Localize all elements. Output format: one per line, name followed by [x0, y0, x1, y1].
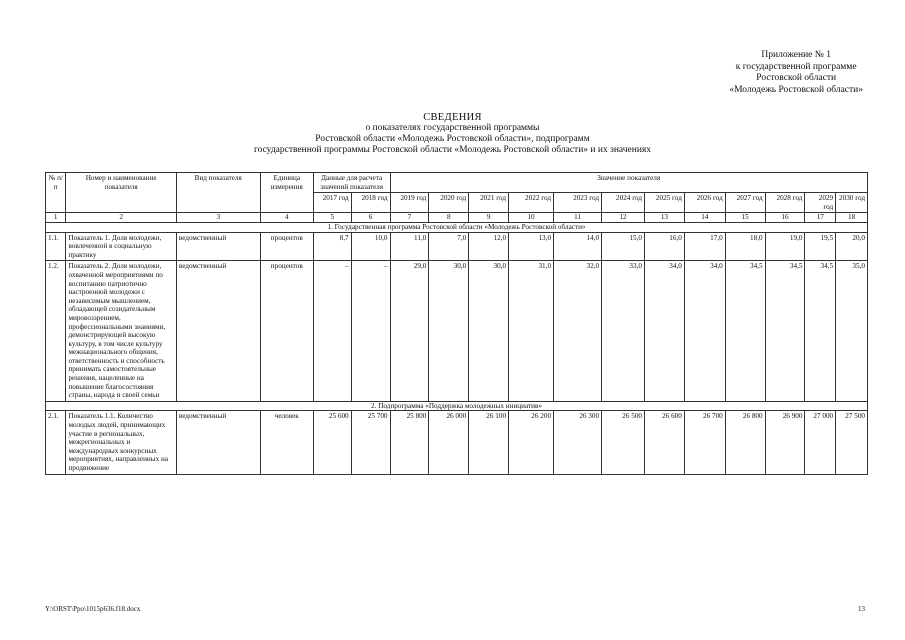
column-number: 18 [836, 213, 868, 223]
indicator-value: 26 800 [725, 411, 765, 474]
column-number: 15 [725, 213, 765, 223]
indicator-value: 26 000 [429, 411, 469, 474]
indicator-value: 26 700 [684, 411, 725, 474]
indicator-row [46, 261, 868, 402]
indicator-value: 17,0 [684, 232, 725, 261]
column-number: 5 [313, 213, 351, 223]
indicator-value: 26 300 [554, 411, 602, 474]
appendix-line: «Молодежь Ростовской области» [729, 84, 863, 95]
header-row [46, 173, 868, 193]
year-header: 2023 год [554, 193, 602, 213]
indicator-value: 20,0 [836, 232, 868, 261]
appendix-line: к государственной программе [735, 61, 857, 72]
indicator-value: 14,0 [554, 232, 602, 261]
indicator-name: Показатель 1. Доля молодежи, вовлеченной в социальную практику [66, 232, 176, 261]
indicator-value: 27 500 [836, 411, 868, 474]
header-kind: Вид показателя [176, 173, 260, 213]
heading-line: о показателях государственной программы [365, 123, 540, 133]
column-number: 3 [176, 213, 260, 223]
indicator-name: Показатель 1.1. Количество молодых людей, принимающих участие в региональных, межрегиональных и международных конкурсных мероприятиях, направленных на продвижение [66, 411, 176, 474]
column-number: 13 [645, 213, 685, 223]
column-number: 2 [66, 213, 176, 223]
indicator-value: 26 500 [602, 411, 645, 474]
column-number: 10 [509, 213, 554, 223]
indicator-value: 25 700 [351, 411, 390, 474]
indicator-value: 10,0 [351, 232, 390, 261]
year-header: 2024 год [602, 193, 645, 213]
indicator-value: 15,0 [602, 232, 645, 261]
year-header: 2017 год [313, 193, 351, 213]
document-title: СВЕДЕНИЯ [423, 112, 482, 123]
document-heading [0, 112, 905, 156]
year-header: 2025 год [645, 193, 685, 213]
column-number: 11 [554, 213, 602, 223]
header-unit: Единица измерения [260, 173, 313, 213]
indicator-value: 34,5 [805, 261, 836, 402]
indicator-kind: ведомственный [176, 411, 260, 474]
year-header: 2020 год [429, 193, 469, 213]
column-number: 9 [469, 213, 509, 223]
section-row [46, 222, 868, 232]
indicator-value: 30,0 [429, 261, 469, 402]
section-row [46, 401, 868, 411]
indicator-value: 19,5 [805, 232, 836, 261]
column-number-row [46, 213, 868, 223]
indicator-value: 26 200 [509, 411, 554, 474]
row-number: 1.1. [46, 232, 66, 261]
header-name: Номер и наименование показателя [66, 173, 176, 213]
column-number: 16 [765, 213, 805, 223]
year-header: 2027 год [725, 193, 765, 213]
indicator-row [46, 411, 868, 474]
indicator-value: 13,0 [509, 232, 554, 261]
year-header: 2022 год [509, 193, 554, 213]
section-title: 2. Подпрограмма «Поддержка молодежных инициатив» [46, 401, 868, 411]
header-base: Данные для расчета значений показателя [313, 173, 390, 193]
indicator-value: 26 900 [765, 411, 805, 474]
section-title: 1. Государственная программа Ростовской области «Молодежь Ростовской области» [46, 222, 868, 232]
column-number: 7 [390, 213, 429, 223]
indicators-table [45, 172, 868, 475]
column-number: 1 [46, 213, 66, 223]
indicator-value: 29,0 [390, 261, 429, 402]
indicator-row [46, 232, 868, 261]
year-header: 2019 год [390, 193, 429, 213]
indicator-value: 34,5 [725, 261, 765, 402]
column-number: 12 [602, 213, 645, 223]
appendix-line: Приложение № 1 [761, 50, 831, 60]
indicator-unit: процентов [260, 261, 313, 402]
indicator-value: 12,0 [469, 232, 509, 261]
header-values: Значение показателя [390, 173, 868, 193]
indicator-name: Показатель 2. Доля молодежи, охваченной мероприятиями по воспитанию патриотично настроенной молодежи с независимым мышлением, обладающей созидательным мировоззрением, профессиональными знаниями, демонстрирующей высокую культуру, в том числе культуру межнационального общения, ответственность и способность принимать самостоятельные решения, нацеленные на повышение благосостояния страны, народа и своей семьи [66, 261, 176, 402]
indicator-value: 30,0 [469, 261, 509, 402]
indicator-value: 31,0 [509, 261, 554, 402]
column-number: 17 [805, 213, 836, 223]
header-num: № п/п [46, 173, 66, 213]
appendix-line: Ростовской области [756, 73, 837, 83]
indicator-value: 7,0 [429, 232, 469, 261]
indicator-value: 16,0 [645, 232, 685, 261]
heading-line: государственной программы Ростовской области «Молодежь Ростовской области» и их значениях [253, 145, 652, 155]
column-number: 4 [260, 213, 313, 223]
column-number: 6 [351, 213, 390, 223]
footer-file-path: Y:\ORST\Ppo\1015p636.f18.docx [45, 605, 141, 613]
indicator-value: 34,0 [645, 261, 685, 402]
indicator-kind: ведомственный [176, 232, 260, 261]
indicator-value: 35,0 [836, 261, 868, 402]
indicator-value: 25 800 [390, 411, 429, 474]
indicator-kind: ведомственный [176, 261, 260, 402]
year-header: 2026 год [684, 193, 725, 213]
column-number: 8 [429, 213, 469, 223]
column-number: 14 [684, 213, 725, 223]
indicator-unit: процентов [260, 232, 313, 261]
indicator-value: 32,0 [554, 261, 602, 402]
year-header: 2021 год [469, 193, 509, 213]
heading-line: Ростовской области «Молодежь Ростовской области», подпрограмм [315, 134, 590, 144]
indicator-value: 27 000 [805, 411, 836, 474]
indicator-value: 26 600 [645, 411, 685, 474]
year-header: 2030 год [836, 193, 868, 213]
year-header: 2028 год [765, 193, 805, 213]
indicator-value: 34,0 [684, 261, 725, 402]
indicator-unit: человек [260, 411, 313, 474]
year-header: 2029 год [805, 193, 836, 213]
indicator-value: 34,5 [765, 261, 805, 402]
indicator-value: 25 600 [313, 411, 351, 474]
indicator-value: – [313, 261, 351, 402]
row-number: 2.1. [46, 411, 66, 474]
indicator-value: – [351, 261, 390, 402]
indicator-value: 19,0 [765, 232, 805, 261]
indicator-value: 26 100 [469, 411, 509, 474]
indicator-value: 33,0 [602, 261, 645, 402]
footer-page-number: 13 [858, 605, 865, 613]
indicator-value: 8,7 [313, 232, 351, 261]
appendix-block [729, 50, 863, 96]
indicator-value: 11,0 [390, 232, 429, 261]
row-number: 1.2. [46, 261, 66, 402]
indicator-value: 18,0 [725, 232, 765, 261]
year-header: 2018 год [351, 193, 390, 213]
